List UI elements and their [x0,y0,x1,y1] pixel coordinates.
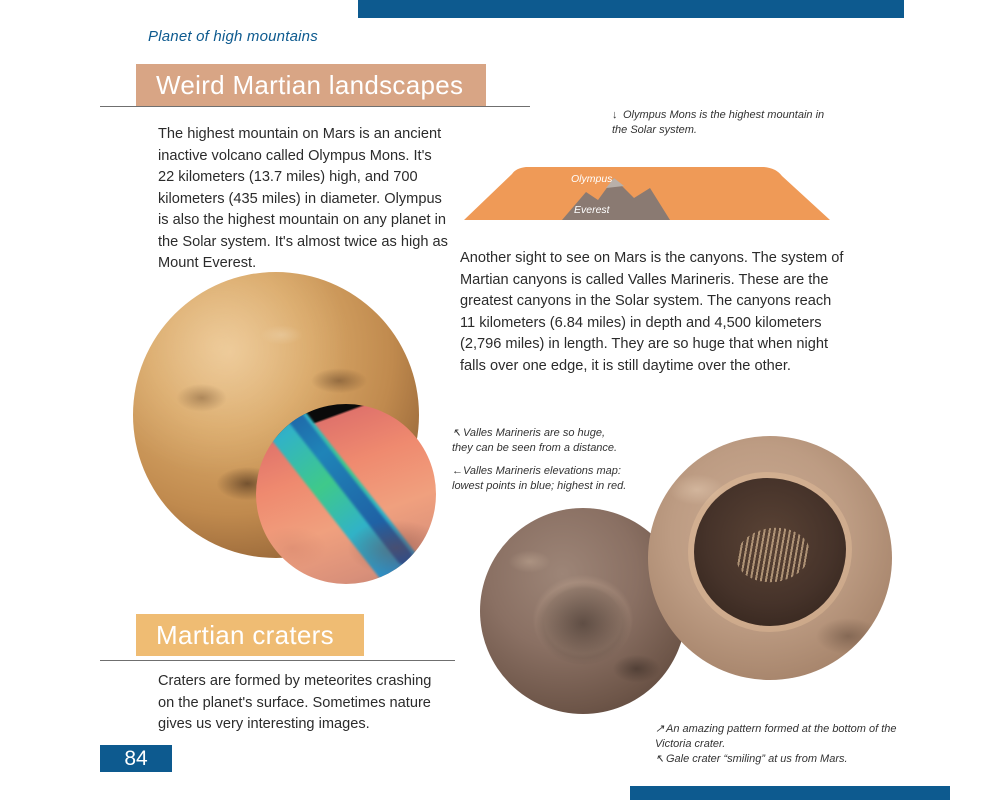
olympus-profile-svg [464,140,864,220]
page-number: 84 [100,745,172,772]
craters-paragraph: Craters are formed by meteorites crashing on the planet's surface. Sometimes nature gives us very interesting images. [158,673,432,732]
landscapes-right-paragraph: Another sight to see on Mars is the canyons. The system of Martian canyons is called Valles Marineris. These are the greatest canyons in the Solar system. The canyons reach 11 kilometers (6.84 miles) in depth and 4,500 kilometers (2,796 miles) in length. They are so huge that when night falls over one edge, it is still daytime over the other. [460,250,844,374]
victoria-crater-image [648,436,892,680]
map-shading [256,404,436,584]
heading-rule-craters [100,660,455,661]
down-arrow-icon: ↓ [612,109,618,121]
section-heading-craters: Martian craters [136,614,364,656]
olympus-mons-profile-figure [464,140,864,220]
left-arrow-icon: ← [452,465,463,477]
caption-text: An amazing pattern formed at the bottom of the Victoria crater. [655,723,897,750]
up-right-arrow-icon: ↗ [655,723,665,735]
heading-rule-landscapes [100,106,530,107]
caption-text: Valles Marineris elevations map: lowest points in blue; highest in red. [452,465,627,492]
caption-text: Gale crater “smiling” at us from Mars. [666,753,848,765]
caption-valles-map [452,464,632,493]
valles-marineris-elevation-map-image [256,404,436,584]
crater-rim-shading [648,436,892,680]
up-left-arrow-icon: ↖ [655,753,665,765]
caption-text: Olympus Mons is the highest mountain in the Solar system. [612,109,825,136]
caption-gale-crater [655,752,905,767]
bottom-decorative-bar [630,786,950,800]
running-head: Planet of high mountains [148,28,318,45]
caption-victoria-crater [655,722,905,751]
caption-olympus-profile [612,108,832,137]
caption-valles-distance [452,426,627,455]
caption-text: Valles Marineris are so huge, they can be seen from a distance. [452,427,618,454]
up-left-arrow-icon: ↖ [452,427,462,439]
top-decorative-bar [358,0,904,18]
label-everest: Everest [574,204,610,216]
label-olympus: Olympus [571,173,613,185]
section-heading-landscapes: Weird Martian landscapes [136,64,486,106]
landscapes-left-paragraph: The highest mountain on Mars is an ancient inactive volcano called Olympus Mons. It's 22 kilometers (13.7 miles) high, and 700 kilometers (435 miles) in diameter. Olympus is also the highest mountain on any planet in the Solar system. It's almost twice as high as Mount Everest. [158,126,448,271]
